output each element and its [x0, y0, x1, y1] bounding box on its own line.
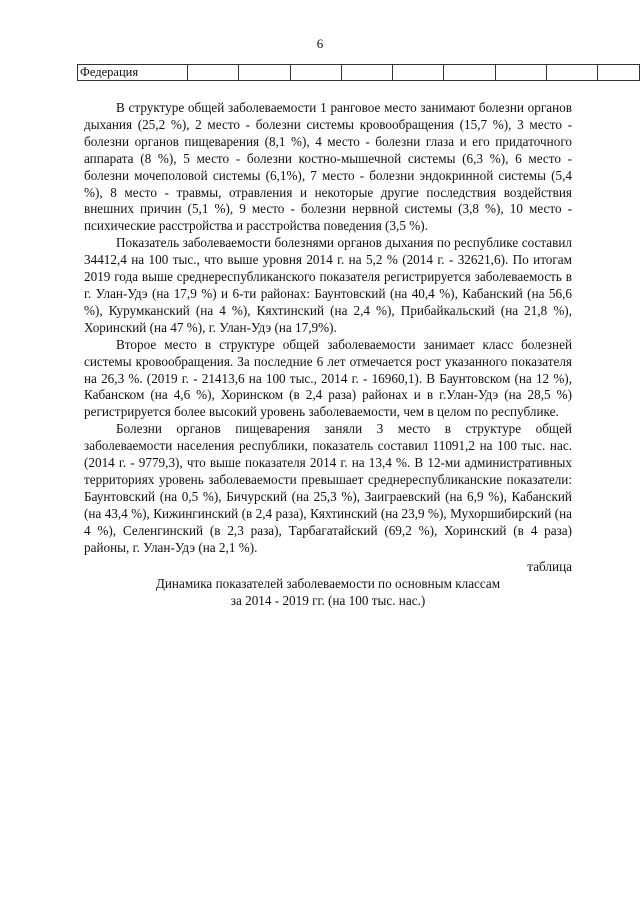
table-cell: [444, 65, 495, 81]
paragraph-respiratory: Показатель заболеваемости болезнями органов дыхания по республике составил 34412,4 на 100 тыс., что выше уровня 2014 г. на 5,2 % (2014 г. - 32621,6). По итогам 2019 года выше среднереспубликанского показателя регистрируется заболеваемость в г. Улан-Удэ (на 17,9 %) и 6-ти районах: Баунтовский (на 40,4 %), Кабанский (на 56,6 %), Курумканский (на 4 %), Кяхтинский (на 2,4 %), Прибайкальский (на 21,8 %), Хоринский (на 47 %), г. Улан-Удэ (на 17,9%).: [84, 235, 572, 335]
table-cell: [546, 65, 597, 81]
table-cell: [495, 65, 546, 81]
table-cell: [597, 65, 639, 81]
table-fragment: [77, 64, 640, 81]
table-label: таблица: [527, 559, 572, 575]
table-cell-region: Федерация: [78, 65, 188, 81]
table-cell: [290, 65, 341, 81]
paragraph-disease-structure: В структуре общей заболеваемости 1 ранговое место занимают болезни органов дыхания (25,2 %), 2 место - болезни системы кровообращения (15,7 %), 3 место - болезни органов пищеварения (8,1 %), 4 место - болезни глаза и его придаточного аппарата (8 %), 5 место - болезни костно-мышечной системы (6,3 %), 6 место - болезни мочеполовой системы (6,1%), 7 место - болезни эндокринной системы (5,4 %), 8 место - травмы, отравления и некоторые другие последствия воздействия внешних причин (5,1 %), 9 место - болезни нервной системы (3,8 %), 10 место - психические расстройства и расстройства поведения (3,5 %).: [84, 100, 572, 234]
table-cell: [341, 65, 392, 81]
table-caption-line-2: за 2014 - 2019 гг. (на 100 тыс. нас.): [230, 593, 426, 609]
paragraph-circulatory: Второе место в структуре общей заболеваемости занимает класс болезней системы кровообращения. За последние 6 лет отмечается рост указанного показателя на 26,3 %. (2019 г. - 21413,6 на 100 тыс., 2014 г. - 16960,1). В Баунтовском (на 12 %), Кабанском (на 4,6 %), Хоринском (в 2,4 раза) районах и в г.Улан-Удэ (на 28,5 %) регистрируется более высокий уровень заболеваемости, чем в целом по республике.: [84, 336, 572, 420]
table-cell: [188, 65, 239, 81]
page-number: 6: [316, 36, 324, 51]
paragraph-digestive: Болезни органов пищеварения заняли 3 место в структуре общей заболеваемости населения республики, показатель составил 11091,2 на 100 тыс. нас. (2014 г. - 9779,3), что выше показателя 2014 г. на 13,4 %. В 12-ми административных территориях уровень заболеваемости превышает среднереспубликанские показатели: Баунтовский (на 0,5 %), Бичурский (на 25,3 %), Заиграевский (на 6,9 %), Кабанский (на 43,4 %), Кижингинский (в 2,4 раза), Кяхтинский (на 23,9 %), Мухоршибирский (на 4 %), Селенгинский (в 2,3 раза), Тарбагатайский (69,2 %), Хоринский (в 4 раза) районы, г. Улан-Удэ (на 2,1 %).: [84, 421, 572, 555]
table-cell: [239, 65, 290, 81]
table-cell: [393, 65, 444, 81]
table-caption-line-1: Динамика показателей заболеваемости по основным классам: [155, 576, 501, 592]
document-body: [84, 100, 572, 610]
table-row: [78, 65, 640, 81]
